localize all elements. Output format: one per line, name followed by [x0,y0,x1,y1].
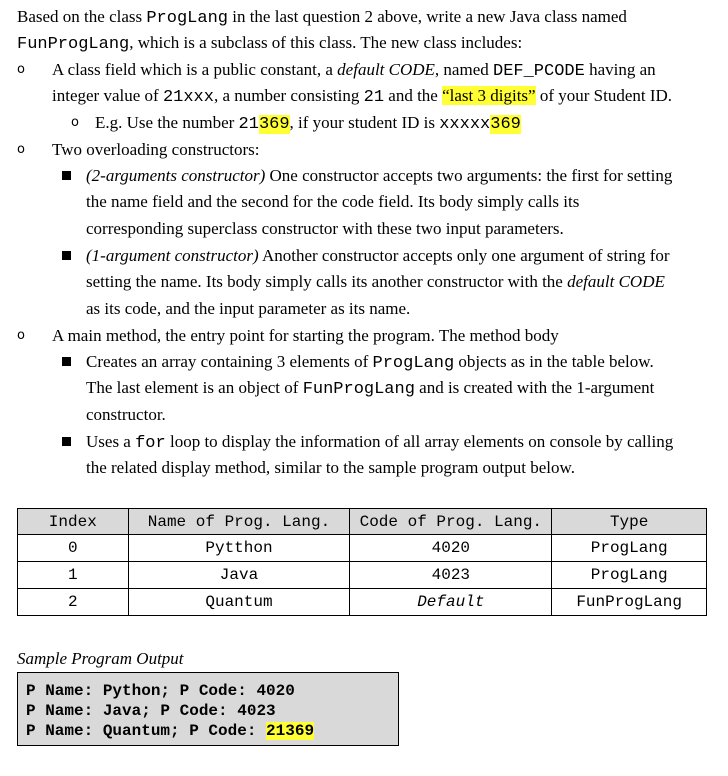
square-bullet-icon [62,357,71,366]
cell-code: 4023 [350,562,552,589]
code-value: xxxxx [439,115,491,134]
text: Creates an array containing 3 elements of [86,352,373,371]
cell-type: ProgLang [552,535,707,562]
emphasis-text: default CODE [337,60,435,79]
item3b-line-1 [86,431,673,455]
highlighted-code: 369 [258,115,290,134]
cell-index: 2 [18,589,129,616]
square-bullet-icon [62,251,71,260]
keyword-for: for [135,434,166,453]
item3a-line-3: constructor. [86,405,166,424]
text: , named [434,60,493,79]
cell-type: FunProgLang [552,589,707,616]
table-row [18,589,707,616]
item2a-line-2: the name field and the second for the code field. Its body simply calls its [86,192,580,211]
intro-line-2 [17,32,522,56]
cell-type: ProgLang [552,562,707,589]
constant-name: DEF_PCODE [493,62,585,81]
item1-sub-line [95,112,521,136]
item3a-line-1 [86,351,654,375]
text: and the [384,86,443,105]
highlighted-code: 369 [490,115,521,134]
output-line: P Name: Java; P Code: 4023 [26,702,276,720]
sample-output-caption: Sample Program Output [17,649,184,668]
item2a-line-1 [86,165,672,187]
hollow-bullet-icon: o [17,142,25,157]
intro-text: , which is a subclass of this class. The new class includes: [129,33,523,52]
code-value: 21 [238,115,259,134]
class-name-proglang: ProgLang [372,354,455,373]
text: Uses a [86,432,136,451]
text: having an [584,60,656,79]
text: Another constructor accepts only one argument of string for [258,246,670,265]
item2a-line-3: corresponding superclass constructor with these two input parameters. [86,219,564,238]
header-code: Code of Prog. Lang. [350,509,552,535]
text: , if your student ID is [289,113,440,132]
cell-name: Java [128,562,350,589]
header-type: Type [552,509,707,535]
text: of your Student ID. [535,86,673,105]
emphasis-text: default CODE [567,272,665,291]
table-header-row [18,509,707,535]
header-name: Name of Prog. Lang. [128,509,350,535]
code-value: 21 [363,88,385,107]
text: The last element is an object of [86,378,303,397]
output-line [26,722,314,740]
text: objects as in the table below. [454,352,654,371]
item2b-line-3: as its code, and the input parameter as its name. [86,299,411,318]
class-name-proglang: ProgLang [146,9,228,28]
item2b-line-1 [86,245,670,267]
text: , a number consisting [213,86,364,105]
cell-name: Quantum [128,589,350,616]
intro-text: Based on the class [17,7,147,26]
text: and is created with the 1-argument [414,378,655,397]
item3b-line-2: the related display method, similar to the sample program output below. [86,458,575,477]
item3a-line-2 [86,377,654,401]
text: loop to display the information of all array elements on console by calling [165,432,674,451]
table-row [18,535,707,562]
text: E.g. Use the number [95,113,239,132]
emphasis-text: (2-arguments constructor) [86,166,266,185]
item3-title: A main method, the entry point for starting the program. The method body [52,326,559,345]
cell-index: 1 [18,562,129,589]
prog-lang-table [17,508,707,616]
highlighted-code: 21369 [266,722,315,740]
hollow-bullet-icon: o [17,62,25,77]
output-line: P Name: Python; P Code: 4020 [26,682,295,700]
item2b-line-2 [86,271,665,293]
table-row [18,562,707,589]
square-bullet-icon [62,171,71,180]
hollow-bullet-icon: o [17,328,25,343]
text: One constructor accepts two arguments: the first for setting [265,166,673,185]
cell-index: 0 [18,535,129,562]
emphasis-text: (1-argument constructor) [86,246,259,265]
square-bullet-icon [62,437,71,446]
hollow-bullet-icon: o [71,115,79,130]
highlighted-text: “last 3 digits” [442,86,536,105]
intro-text: in the last question 2 above, write a new Java class named [227,7,627,26]
intro-line-1 [17,6,627,30]
class-name-funproglang: FunProgLang [302,380,415,399]
text: A class field which is a public constant, a [52,60,338,79]
cell-code: 4020 [350,535,552,562]
text: integer value of [52,86,163,105]
header-index: Index [18,509,129,535]
text: setting the name. Its body simply calls its another constructor with the [86,272,568,291]
class-name-funproglang: FunProgLang [17,35,130,54]
sample-output-box [17,672,399,746]
cell-code: Default [350,589,552,616]
cell-name: Pytthon [128,535,350,562]
code-value: 21xxx [162,88,214,107]
item1-line-2 [52,85,672,109]
item2-title: Two overloading constructors: [52,140,260,159]
text: P Name: Quantum; P Code: [26,722,267,740]
item1-line-1 [52,59,656,83]
